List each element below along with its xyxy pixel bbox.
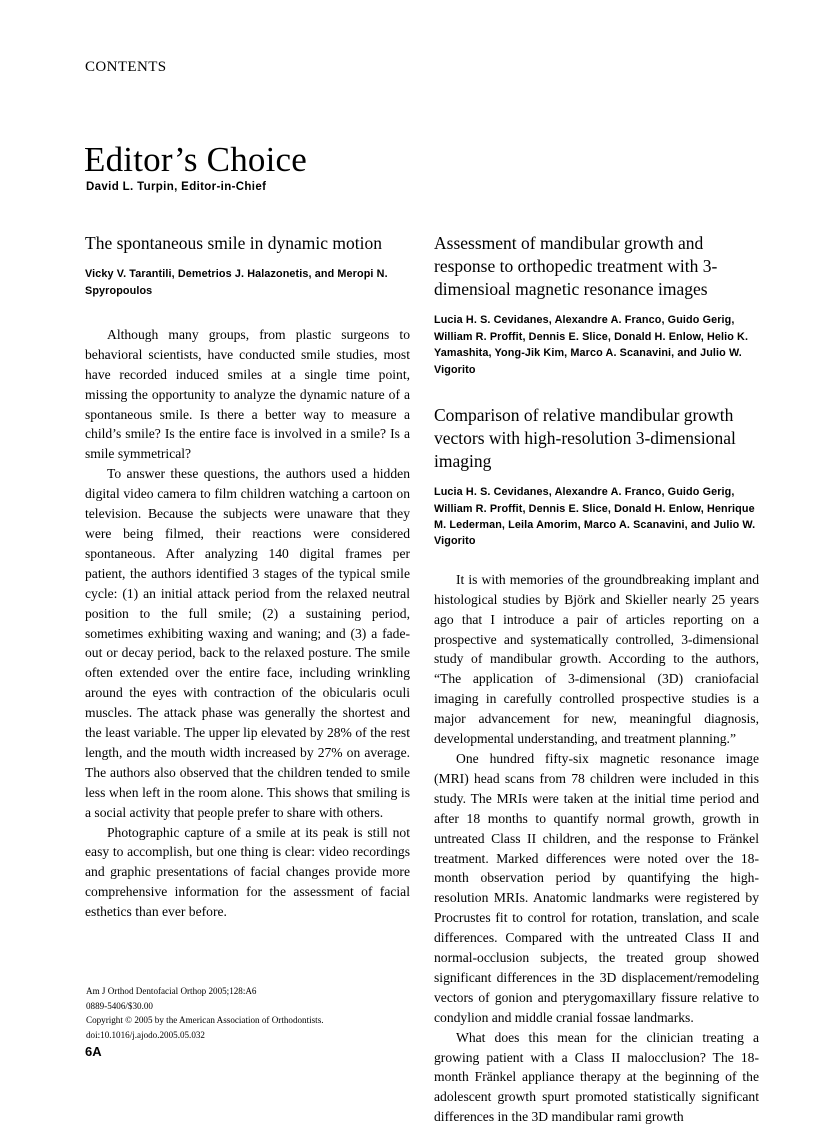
article-title-spontaneous-smile: The spontaneous smile in dynamic motion xyxy=(85,233,382,253)
body-paragraph: Although many groups, from plastic surgeons to behavioral scientists, have conducted smile studies, most have recorded induced smiles at a single time point, missing the opportunity to analyze the dynamic nature of a spontaneous smile. Is there a better way to measure a child’s smile? Is the entire face is involved in a smile? Is a smile symmetrical? xyxy=(85,326,410,462)
page-number: 6A xyxy=(85,1044,102,1059)
page-title: Editor’s Choice xyxy=(84,140,308,180)
body-paragraph: It is with memories of the groundbreaking implant and histological studies by Björk and Skieller nearly 25 years ago that I introduce a pair of articles reporting on a prospective and systematically controlled, 3-dimensional study of mandibular growth. According to the authors, “The application of 3-dimensional (3D) craniofacial imaging in carefully controlled prospective studies is a major advancement for new, meaningful diagnosis, developmental understanding, and treatment planning.” xyxy=(434,571,759,747)
footer-citation-block xyxy=(86,984,416,1043)
footer-journal-citation: Am J Orthod Dentofacial Orthop 2005;128:A6 xyxy=(86,986,257,996)
article-authors-mandibular-growth-assessment: Lucia H. S. Cevidanes, Alexandre A. Franco, Guido Gerig, William R. Proffit, Dennis E. Slice, Donald H. Enlow, Helio K. Yamashita, Yong-Jik Kim, Marco A. Scanavini, and Julio W. Vigorito xyxy=(434,314,749,376)
footer-doi: doi:10.1016/j.ajodo.2005.05.032 xyxy=(86,1030,205,1041)
body-paragraph: What does this mean for the clinician treating a growing patient with a Class II malocclusion? The 18-month Fränkel appliance therapy at the beginning of the adolescent growth spurt promoted statistically significant differences in the 3D mandibular rami growth xyxy=(434,1029,759,1125)
footer-copyright: Copyright © 2005 by the American Association of Orthodontists. xyxy=(86,1015,324,1026)
editor-byline: David L. Turpin, Editor-in-Chief xyxy=(86,181,267,193)
body-paragraph: One hundred fifty-six magnetic resonance image (MRI) head scans from 78 children were included in this study. The MRIs were taken at the initial time period and after 18 months to quantify normal growth, growth in untreated Class II children, and the response to Fränkel treatment. Marked differences were noted over the 18-month observation period by quantifying the high-resolution MRIs. Anatomic landmarks were registered by Procrustes fit to control for rotation, translation, and scale differences. Compared with the untreated Class II and normal-occlusion subjects, the treated group showed significant differences in the 3D displacement/remodeling vectors of gonion and pterygomaxillary fissure relative to condylion and middle cranial fossae landmarks. xyxy=(434,750,759,1025)
body-paragraph: Photographic capture of a smile at its peak is still not easy to accomplish, but one thing is clear: video recordings and graphic presentations of facial changes provide more comprehensive information for the assessment of facial esthetics than ever before. xyxy=(85,824,410,920)
right-column xyxy=(434,232,759,1127)
body-paragraph: To answer these questions, the authors used a hidden digital video camera to film children watching a cartoon on television. Because the subjects were unaware that they were being filmed, their reactions were considered spontaneous. After analyzing 140 digital frames per patient, the authors identified 3 stages of the typical smile cycle: (1) an initial attack period from the relaxed neutral position to the full smile; (2) a sustaining period, sometimes exhibiting waxing and waning; and (3) a fade-out or decay period, back to the relaxed posture. The smile often extended over the entire face, including wrinkling around the eyes with contraction of the obicularis oculi muscles. The attack phase was generally the shortest and the least variable. The upper lip elevated by 28% of the rest length, and the mouth width increased by 27% on average. The authors also observed that the children tended to smile less when left in the room alone. This shows that smiling is a social activity that people prefer to share with others. xyxy=(85,466,410,820)
article-title-growth-vectors-comparison: Comparison of relative mandibular growth vectors with high-resolution 3-dimensional imaging xyxy=(434,404,736,472)
article-authors-growth-vectors-comparison: Lucia H. S. Cevidanes, Alexandre A. Franco, Guido Gerig, William R. Proffit, Dennis E. Slice, Donald H. Enlow, Henrique M. Lederman, Leila Amorim, Marco A. Scanavini, and Julio W. Vigorito xyxy=(434,486,756,548)
article-title-mandibular-growth-assessment: Assessment of mandibular growth and response to orthopedic treatment with 3-dimensioal magnetic resonance images xyxy=(434,233,718,300)
footer-issn-price: 0889-5406/$30.00 xyxy=(86,1000,153,1011)
left-column xyxy=(85,232,410,922)
contents-label: CONTENTS xyxy=(85,59,167,75)
article-authors-spontaneous-smile: Vicky V. Tarantili, Demetrios J. Halazonetis, and Meropi N. Spyropoulos xyxy=(85,268,388,297)
